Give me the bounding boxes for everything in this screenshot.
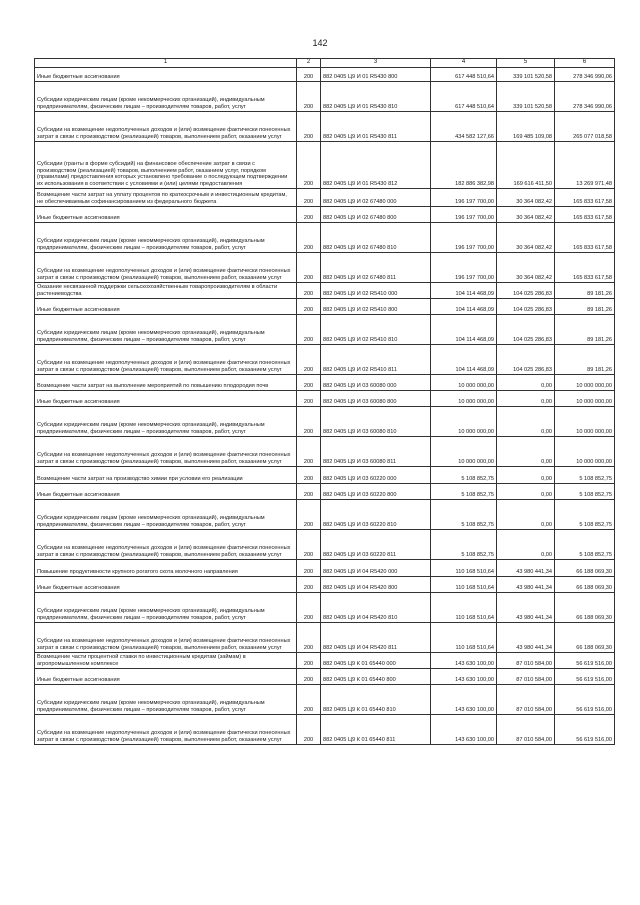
row-admin-code: 200 — [297, 82, 321, 112]
row-admin-code: 200 — [297, 467, 321, 484]
row-description: Иные бюджетные ассигнования — [35, 68, 297, 82]
row-description: Возмещение части затрат на производство химии при условии его реализации — [35, 467, 297, 484]
column-header: 5 — [497, 59, 555, 68]
row-value-col4: 143 630 100,00 — [431, 669, 497, 685]
row-admin-code: 200 — [297, 207, 321, 223]
row-admin-code: 200 — [297, 623, 321, 653]
row-value-col5: 0,00 — [497, 484, 555, 500]
row-value-col6: 5 108 852,75 — [555, 530, 615, 560]
column-header: 1 — [35, 59, 297, 68]
table-row — [35, 407, 615, 437]
row-description: Иные бюджетные ассигнования — [35, 391, 297, 407]
row-admin-code: 200 — [297, 407, 321, 437]
row-budget-code: 882 0405 Ц9 И 02 67480 800 — [321, 207, 431, 223]
table-row — [35, 530, 615, 560]
row-value-col5: 87 010 584,00 — [497, 715, 555, 745]
row-admin-code: 200 — [297, 223, 321, 253]
row-value-col6: 89 181,26 — [555, 315, 615, 345]
row-value-col6: 66 188 069,30 — [555, 623, 615, 653]
row-value-col5: 43 980 441,34 — [497, 593, 555, 623]
row-value-col6: 13 269 971,48 — [555, 142, 615, 189]
row-admin-code: 200 — [297, 375, 321, 391]
row-description: Субсидии юридическим лицам (кроме некоммерческих организаций), индивидуальным предпринимателям, физическим лицам – производителям товаров, работ, услуг — [35, 593, 297, 623]
row-budget-code: 882 0405 Ц9 И 03 60220 810 — [321, 500, 431, 530]
row-value-col4: 196 197 700,00 — [431, 223, 497, 253]
row-value-col4: 104 114 468,09 — [431, 283, 497, 299]
row-description: Субсидии на возмещение недополученных доходов и (или) возмещение фактически понесенных затрат в связи с производством (реализацией) товаров, выполнением работ, оказанием услуг — [35, 437, 297, 467]
row-description: Субсидии юридическим лицам (кроме некоммерческих организаций), индивидуальным предпринимателям, физическим лицам – производителям товаров, работ, услуг — [35, 407, 297, 437]
row-value-col4: 104 114 468,09 — [431, 345, 497, 375]
row-admin-code: 200 — [297, 715, 321, 745]
row-admin-code: 200 — [297, 391, 321, 407]
row-budget-code: 882 0405 Ц9 И 03 60080 810 — [321, 407, 431, 437]
row-value-col6: 165 833 617,58 — [555, 189, 615, 207]
row-budget-code: 882 0405 Ц9 И 01 R5430 810 — [321, 82, 431, 112]
row-budget-code: 882 0405 Ц9 К 01 65440 000 — [321, 653, 431, 669]
row-value-col6: 10 000 000,00 — [555, 437, 615, 467]
row-admin-code: 200 — [297, 283, 321, 299]
table-row — [35, 68, 615, 82]
row-value-col4: 196 197 700,00 — [431, 207, 497, 223]
row-budget-code: 882 0405 Ц9 К 01 65440 800 — [321, 669, 431, 685]
row-value-col6: 265 077 018,58 — [555, 112, 615, 142]
row-value-col4: 143 630 100,00 — [431, 715, 497, 745]
row-admin-code: 200 — [297, 112, 321, 142]
budget-table — [34, 58, 615, 745]
table-row — [35, 142, 615, 189]
row-budget-code: 882 0405 Ц9 И 04 R5420 810 — [321, 593, 431, 623]
row-description: Субсидии на возмещение недополученных доходов и (или) возмещение фактически понесенных затрат в связи с производством (реализацией) товаров, выполнением работ, оказанием услуг — [35, 112, 297, 142]
row-budget-code: 882 0405 Ц9 И 02 R5410 810 — [321, 315, 431, 345]
row-value-col5: 0,00 — [497, 467, 555, 484]
row-value-col6: 56 619 516,00 — [555, 685, 615, 715]
row-description: Субсидии юридическим лицам (кроме некоммерческих организаций), индивидуальным предпринимателям, физическим лицам – производителям товаров, работ, услуг — [35, 500, 297, 530]
row-value-col5: 0,00 — [497, 375, 555, 391]
row-budget-code: 882 0405 Ц9 И 01 R5430 800 — [321, 68, 431, 82]
row-description: Субсидии юридическим лицам (кроме некоммерческих организаций), индивидуальным предпринимателям, физическим лицам – производителям товаров, работ, услуг — [35, 82, 297, 112]
row-description: Субсидии на возмещение недополученных доходов и (или) возмещение фактически понесенных затрат в связи с производством (реализацией) товаров, выполнением работ, оказанием услуг — [35, 715, 297, 745]
row-budget-code: 882 0405 Ц9 И 04 R5420 000 — [321, 560, 431, 577]
row-value-col6: 5 108 852,75 — [555, 500, 615, 530]
row-value-col6: 89 181,26 — [555, 299, 615, 315]
row-budget-code: 882 0405 Ц9 И 03 60080 811 — [321, 437, 431, 467]
row-value-col5: 169 485 109,08 — [497, 112, 555, 142]
row-budget-code: 882 0405 Ц9 И 04 R5420 811 — [321, 623, 431, 653]
table-row — [35, 669, 615, 685]
row-value-col5: 30 364 082,42 — [497, 189, 555, 207]
row-value-col6: 165 833 617,58 — [555, 223, 615, 253]
table-row — [35, 391, 615, 407]
row-value-col5: 104 025 286,83 — [497, 315, 555, 345]
row-description: Субсидии юридическим лицам (кроме некоммерческих организаций), индивидуальным предпринимателям, физическим лицам – производителям товаров, работ, услуг — [35, 685, 297, 715]
row-budget-code: 882 0405 Ц9 И 02 67480 810 — [321, 223, 431, 253]
table-row — [35, 315, 615, 345]
table-row — [35, 484, 615, 500]
row-value-col5: 30 364 082,42 — [497, 253, 555, 283]
row-budget-code: 882 0405 Ц9 И 02 R5410 000 — [321, 283, 431, 299]
row-value-col6: 165 833 617,58 — [555, 207, 615, 223]
row-description: Возмещение части затрат на выполнение мероприятий по повышению плодородия почв — [35, 375, 297, 391]
row-value-col4: 104 114 468,09 — [431, 315, 497, 345]
row-value-col4: 617 448 510,64 — [431, 68, 497, 82]
row-admin-code: 200 — [297, 685, 321, 715]
row-admin-code: 200 — [297, 653, 321, 669]
table-row — [35, 253, 615, 283]
row-description: Возмещение части процентной ставки по инвестиционным кредитам (займам) в агропромышленном комплексе — [35, 653, 297, 669]
table-row — [35, 467, 615, 484]
row-budget-code: 882 0405 Ц9 К 01 65440 810 — [321, 685, 431, 715]
row-description: Субсидии на возмещение недополученных доходов и (или) возмещение фактически понесенных затрат в связи с производством (реализацией) товаров, выполнением работ, оказанием услуг — [35, 623, 297, 653]
row-value-col4: 143 630 100,00 — [431, 653, 497, 669]
row-description: Субсидии на возмещение недополученных доходов и (или) возмещение фактически понесенных затрат в связи с производством (реализацией) товаров, выполнением работ, оказанием услуг — [35, 530, 297, 560]
row-value-col5: 0,00 — [497, 437, 555, 467]
row-description: Субсидии на возмещение недополученных доходов и (или) возмещение фактически понесенных затрат в связи с производством (реализацией) товаров, выполнением работ, оказанием услуг — [35, 253, 297, 283]
row-admin-code: 200 — [297, 345, 321, 375]
row-value-col4: 110 168 510,64 — [431, 593, 497, 623]
table-row — [35, 593, 615, 623]
table-row — [35, 112, 615, 142]
row-value-col4: 5 108 852,75 — [431, 500, 497, 530]
row-budget-code: 882 0405 Ц9 И 03 60220 800 — [321, 484, 431, 500]
table-row — [35, 500, 615, 530]
row-value-col6: 278 346 990,06 — [555, 82, 615, 112]
row-description: Оказание несвязанной поддержки сельскохозяйственным товаропроизводителям в области растениеводства — [35, 283, 297, 299]
row-value-col5: 43 980 441,34 — [497, 577, 555, 593]
row-value-col4: 110 168 510,64 — [431, 577, 497, 593]
row-admin-code: 200 — [297, 500, 321, 530]
row-value-col6: 66 188 069,30 — [555, 577, 615, 593]
row-value-col4: 10 000 000,00 — [431, 375, 497, 391]
row-value-col4: 617 448 510,64 — [431, 82, 497, 112]
row-value-col6: 165 833 617,58 — [555, 253, 615, 283]
row-value-col6: 56 619 516,00 — [555, 653, 615, 669]
row-value-col4: 5 108 852,75 — [431, 467, 497, 484]
table-row — [35, 345, 615, 375]
row-value-col5: 104 025 286,83 — [497, 283, 555, 299]
row-value-col4: 104 114 468,09 — [431, 299, 497, 315]
row-budget-code: 882 0405 Ц9 И 02 67480 000 — [321, 189, 431, 207]
row-budget-code: 882 0405 Ц9 И 02 R5410 811 — [321, 345, 431, 375]
table-row — [35, 653, 615, 669]
row-value-col5: 0,00 — [497, 530, 555, 560]
row-value-col4: 196 197 700,00 — [431, 253, 497, 283]
row-value-col4: 5 108 852,75 — [431, 530, 497, 560]
table-row — [35, 715, 615, 745]
table-row — [35, 560, 615, 577]
table-row — [35, 82, 615, 112]
column-header: 4 — [431, 59, 497, 68]
row-value-col5: 0,00 — [497, 407, 555, 437]
row-description: Субсидии юридическим лицам (кроме некоммерческих организаций), индивидуальным предпринимателям, физическим лицам – производителям товаров, работ, услуг — [35, 223, 297, 253]
row-value-col5: 339 101 520,58 — [497, 82, 555, 112]
row-value-col5: 87 010 584,00 — [497, 669, 555, 685]
table-row — [35, 685, 615, 715]
row-value-col5: 87 010 584,00 — [497, 685, 555, 715]
row-admin-code: 200 — [297, 593, 321, 623]
row-admin-code: 200 — [297, 299, 321, 315]
row-value-col4: 434 582 127,66 — [431, 112, 497, 142]
row-value-col4: 10 000 000,00 — [431, 407, 497, 437]
row-budget-code: 882 0405 Ц9 И 03 60080 000 — [321, 375, 431, 391]
row-budget-code: 882 0405 Ц9 И 01 R5430 811 — [321, 112, 431, 142]
row-value-col5: 0,00 — [497, 391, 555, 407]
row-value-col4: 196 197 700,00 — [431, 189, 497, 207]
column-header: 3 — [321, 59, 431, 68]
row-admin-code: 200 — [297, 253, 321, 283]
table-row — [35, 299, 615, 315]
row-value-col4: 182 886 382,98 — [431, 142, 497, 189]
row-description: Иные бюджетные ассигнования — [35, 299, 297, 315]
row-admin-code: 200 — [297, 68, 321, 82]
column-header: 2 — [297, 59, 321, 68]
row-value-col5: 30 364 082,42 — [497, 223, 555, 253]
row-value-col6: 66 188 069,30 — [555, 560, 615, 577]
row-value-col6: 66 188 069,30 — [555, 593, 615, 623]
row-admin-code: 200 — [297, 189, 321, 207]
row-admin-code: 200 — [297, 530, 321, 560]
row-description: Иные бюджетные ассигнования — [35, 669, 297, 685]
table-row — [35, 189, 615, 207]
row-value-col6: 56 619 516,00 — [555, 669, 615, 685]
row-value-col6: 10 000 000,00 — [555, 375, 615, 391]
row-admin-code: 200 — [297, 437, 321, 467]
row-value-col6: 5 108 852,75 — [555, 467, 615, 484]
row-description: Иные бюджетные ассигнования — [35, 207, 297, 223]
row-value-col6: 5 108 852,75 — [555, 484, 615, 500]
row-value-col4: 10 000 000,00 — [431, 437, 497, 467]
row-admin-code: 200 — [297, 669, 321, 685]
column-header: 6 — [555, 59, 615, 68]
table-row — [35, 207, 615, 223]
row-budget-code: 882 0405 Ц9 И 03 60080 800 — [321, 391, 431, 407]
row-value-col5: 30 364 082,42 — [497, 207, 555, 223]
row-value-col5: 339 101 520,58 — [497, 68, 555, 82]
row-value-col5: 43 980 441,34 — [497, 623, 555, 653]
row-description: Повышение продуктивности крупного рогатого скота молочного направления — [35, 560, 297, 577]
row-value-col4: 110 168 510,64 — [431, 560, 497, 577]
row-budget-code: 882 0405 Ц9 И 01 R5430 812 — [321, 142, 431, 189]
row-admin-code: 200 — [297, 315, 321, 345]
row-admin-code: 200 — [297, 484, 321, 500]
row-admin-code: 200 — [297, 560, 321, 577]
row-value-col6: 56 619 516,00 — [555, 715, 615, 745]
row-value-col6: 278 346 990,06 — [555, 68, 615, 82]
row-value-col6: 89 181,26 — [555, 283, 615, 299]
row-budget-code: 882 0405 Ц9 И 04 R5420 800 — [321, 577, 431, 593]
row-budget-code: 882 0405 Ц9 И 03 60220 000 — [321, 467, 431, 484]
row-description: Иные бюджетные ассигнования — [35, 577, 297, 593]
page-number: 142 — [312, 38, 328, 48]
row-description: Субсидии на возмещение недополученных доходов и (или) возмещение фактически понесенных затрат в связи с производством (реализацией) товаров, выполнением работ, оказанием услуг — [35, 345, 297, 375]
row-value-col5: 104 025 286,83 — [497, 299, 555, 315]
row-description: Субсидии юридическим лицам (кроме некоммерческих организаций), индивидуальным предпринимателям, физическим лицам – производителям товаров, работ, услуг — [35, 315, 297, 345]
row-value-col4: 10 000 000,00 — [431, 391, 497, 407]
row-description: Субсидии (гранты в форме субсидий) на финансовое обеспечение затрат в связи с производством (реализацией) товаров, выполнением работ, оказанием услуг, порядком (правилами) предоставления которых установлено требование о последующем подтверждении их использования в соответствии с условиями и (или) целями предоставления — [35, 142, 297, 189]
row-budget-code: 882 0405 Ц9 И 02 67480 811 — [321, 253, 431, 283]
row-value-col5: 43 980 441,34 — [497, 560, 555, 577]
row-value-col5: 87 010 584,00 — [497, 653, 555, 669]
table-header-row — [35, 59, 615, 68]
row-description: Иные бюджетные ассигнования — [35, 484, 297, 500]
row-value-col6: 10 000 000,00 — [555, 391, 615, 407]
row-value-col6: 10 000 000,00 — [555, 407, 615, 437]
table-row — [35, 283, 615, 299]
row-value-col5: 0,00 — [497, 500, 555, 530]
row-admin-code: 200 — [297, 142, 321, 189]
row-description: Возмещение части затрат на уплату процентов по краткосрочным и инвестиционным кредитам, не обеспечиваемым софинансированием из федерального бюджета — [35, 189, 297, 207]
row-value-col4: 143 630 100,00 — [431, 685, 497, 715]
row-value-col4: 5 108 852,75 — [431, 484, 497, 500]
table-row — [35, 623, 615, 653]
table-row — [35, 437, 615, 467]
row-budget-code: 882 0405 Ц9 И 02 R5410 800 — [321, 299, 431, 315]
table-row — [35, 577, 615, 593]
row-budget-code: 882 0405 Ц9 И 03 60220 811 — [321, 530, 431, 560]
table-row — [35, 375, 615, 391]
table-row — [35, 223, 615, 253]
row-value-col5: 104 025 286,83 — [497, 345, 555, 375]
row-value-col5: 169 616 411,50 — [497, 142, 555, 189]
row-value-col6: 89 181,26 — [555, 345, 615, 375]
row-value-col4: 110 168 510,64 — [431, 623, 497, 653]
row-budget-code: 882 0405 Ц9 К 01 65440 811 — [321, 715, 431, 745]
row-admin-code: 200 — [297, 577, 321, 593]
